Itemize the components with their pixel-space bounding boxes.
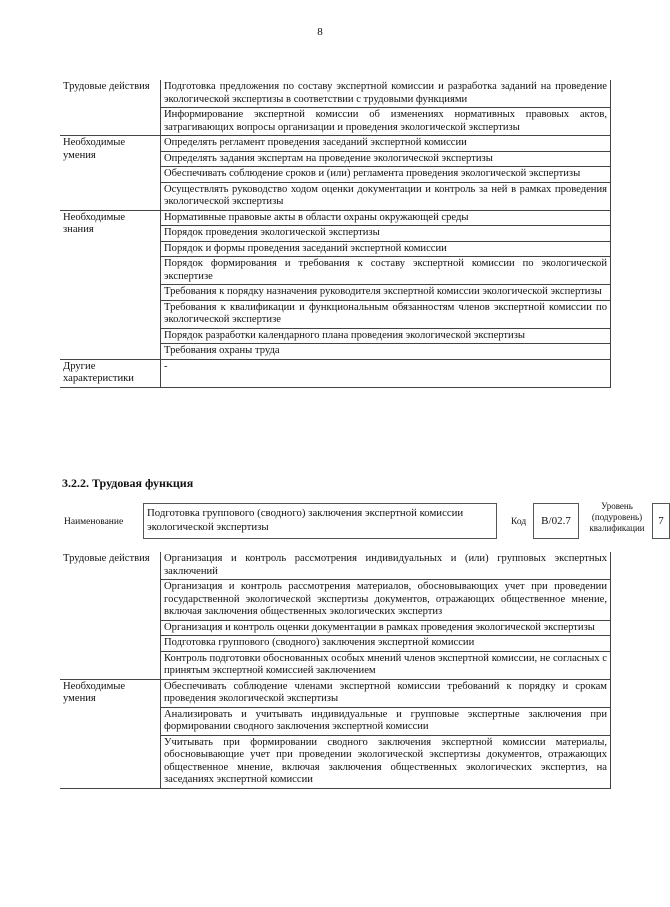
name-label: Наименование bbox=[64, 517, 124, 527]
row-item-text: Требования охраны труда bbox=[161, 344, 611, 360]
row-item-text: Учитывать при формировании сводного заключения экспертной комиссии материалы, обосновывающие учет при проведении экологической экспертизы документов, отражающих общественное мнение, включая заключения общественных экологических экспертиз, на заседаниях экспертной комиссии bbox=[161, 735, 611, 788]
code-value: B/02.7 bbox=[533, 503, 579, 539]
row-item-text: Нормативные правовые акты в области охраны окружающей среды bbox=[161, 210, 611, 226]
row-item-text: Требования к квалификации и функциональным обязанностям членов экспертной комиссии по экологической экспертизе bbox=[161, 300, 611, 328]
row-item-text: Подготовка предложения по составу экспертной комиссии и разработка заданий на проведение экологической экспертизы в соответствии с трудовыми функциями bbox=[161, 80, 611, 108]
row-group-label: Другие характеристики bbox=[60, 359, 161, 387]
row-group-label: Необходимые умения bbox=[60, 136, 161, 211]
row-item-text: Порядок формирования и требования к составу экспертной комиссии по экологической экспертизе bbox=[161, 257, 611, 285]
row-group-label: Трудовые действия bbox=[60, 552, 161, 679]
table-row bbox=[60, 136, 611, 152]
table-row bbox=[60, 80, 611, 108]
row-item-text: - bbox=[161, 359, 611, 387]
section-title: 3.2.2. Трудовая функция bbox=[62, 476, 194, 490]
row-item-text: Организация и контроль рассмотрения материалов, обосновывающих учет при проведении государственной экологической экспертизы документов, отражающих общественное мнение, включая заключения общественных экологических экспертиз bbox=[161, 580, 611, 621]
row-item-text: Определять регламент проведения заседаний экспертной комиссии bbox=[161, 136, 611, 152]
row-item-text: Информирование экспертной комиссии об изменениях нормативных правовых актов, затрагивающих вопросы организации и проведения экологической экспертизы bbox=[161, 108, 611, 136]
table-row bbox=[60, 679, 611, 707]
row-item-text: Порядок проведения экологической экспертизы bbox=[161, 226, 611, 242]
table-row bbox=[60, 210, 611, 226]
row-item-text: Организация и контроль рассмотрения индивидуальных и (или) групповых экспертных заключений bbox=[161, 552, 611, 580]
labor-function-table-1 bbox=[60, 80, 611, 388]
row-item-text: Требования к порядку назначения руководителя экспертной комиссии экологической экспертизы bbox=[161, 285, 611, 301]
table-row bbox=[60, 552, 611, 580]
row-item-text: Анализировать и учитывать индивидуальные и групповые экспертные заключения при формировании сводного заключения экспертной комиссии bbox=[161, 707, 611, 735]
page-number: 8 bbox=[317, 26, 323, 38]
level-label: Уровень (подуровень) квалификации bbox=[589, 501, 645, 533]
row-item-text: Порядок и формы проведения заседаний экспертной комиссии bbox=[161, 241, 611, 257]
row-item-text: Подготовка группового (сводного) заключения экспертной комиссии bbox=[161, 636, 611, 652]
function-header bbox=[60, 499, 664, 545]
row-item-text: Обеспечивать соблюдение сроков и (или) регламента проведения экологической экспертизы bbox=[161, 167, 611, 183]
table-row bbox=[60, 359, 611, 387]
row-item-text: Контроль подготовки обоснованных особых мнений членов экспертной комиссии, не согласных с принятым экспертной комиссией заключением bbox=[161, 651, 611, 679]
row-item-text: Организация и контроль оценки документации в рамках проведения экологической экспертизы bbox=[161, 620, 611, 636]
row-item-text: Обеспечивать соблюдение членами экспертной комиссии требований к порядку и срокам проведения экологической экспертизы bbox=[161, 679, 611, 707]
row-group-label: Необходимые знания bbox=[60, 210, 161, 359]
row-item-text: Порядок разработки календарного плана проведения экологической экспертизы bbox=[161, 328, 611, 344]
code-label: Код bbox=[511, 517, 527, 527]
row-group-label: Трудовые действия bbox=[60, 80, 161, 136]
row-item-text: Определять задания экспертам на проведение экологической экспертизы bbox=[161, 151, 611, 167]
labor-function-table-2 bbox=[60, 552, 611, 789]
row-item-text: Осуществлять руководство ходом оценки документации и контроль за ней в рамках проведения экологической экспертизы bbox=[161, 182, 611, 210]
level-value: 7 bbox=[652, 503, 670, 539]
row-group-label: Необходимые умения bbox=[60, 679, 161, 788]
function-name-value: Подготовка группового (сводного) заключения экспертной комиссии экологической экспертизы bbox=[143, 503, 497, 539]
